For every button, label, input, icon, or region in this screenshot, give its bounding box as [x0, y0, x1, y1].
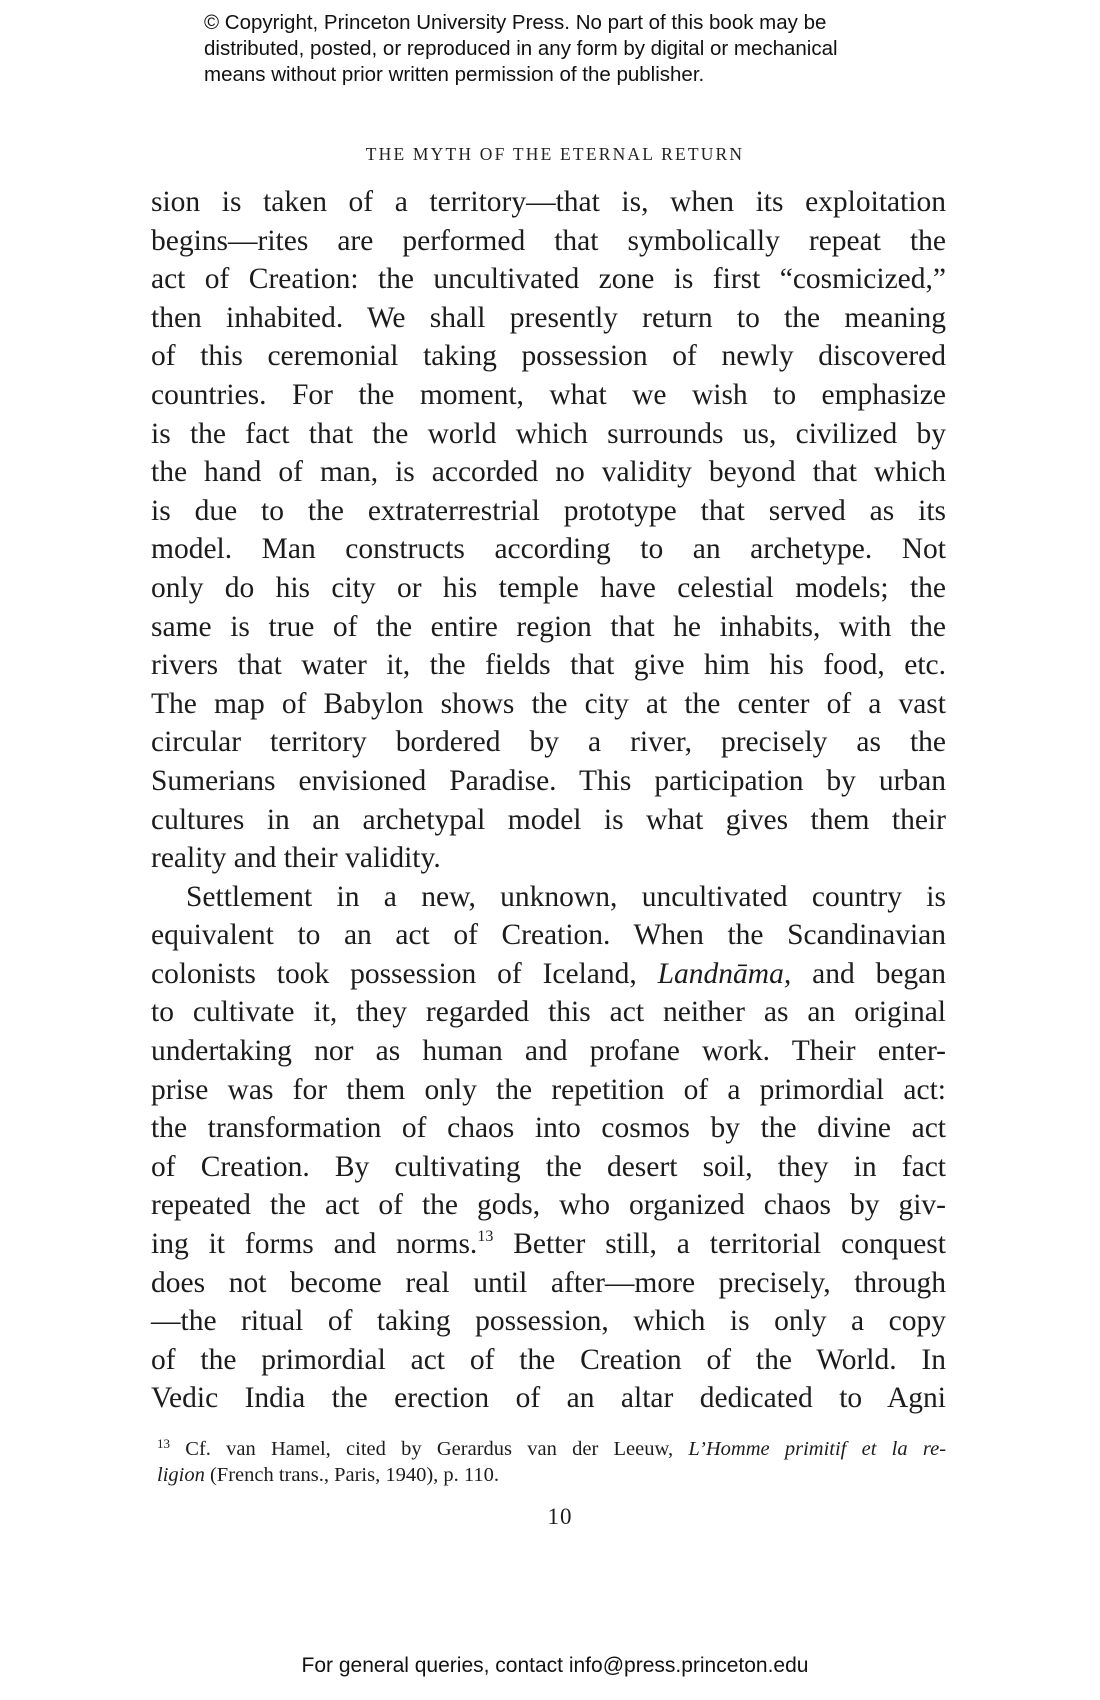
text-line: prise was for them only the repetition of a primordial act: [151, 1073, 946, 1106]
footnote-title: L’Homme primitif et la re- [688, 1438, 947, 1460]
text-line: —the ritual of taking possession, which is only a copy [151, 1305, 946, 1338]
text-line: the transformation of chaos into cosmos by the divine act [151, 1112, 946, 1145]
text-segment: Better still, a territorial conquest [513, 1228, 946, 1261]
footnote-reference: 13 [477, 1228, 494, 1246]
text-line: is the fact that the world which surrounds us, civilized by [151, 417, 946, 450]
text-line: undertaking nor as human and profane work. Their enter- [151, 1035, 946, 1068]
text-segment: colonists took possession of Iceland, [151, 957, 637, 990]
footnote-line [157, 1462, 946, 1488]
text-line: The map of Babylon shows the city at the center of a vast [151, 687, 946, 720]
footnote [157, 1436, 946, 1488]
footer-contact: For general queries, contact info@press.princeton.edu [301, 1654, 809, 1677]
footnote-title: ligion [157, 1464, 205, 1486]
text-line: Sumerians envisioned Paradise. This participation by urban [151, 764, 946, 797]
text-line: to cultivate it, they regarded this act neither as an original [151, 996, 946, 1029]
text-line: repeated the act of the gods, who organized chaos by giv- [151, 1189, 946, 1222]
text-line: rivers that water it, the fields that give him his food, etc. [151, 649, 946, 682]
text-line: begins—rites are performed that symbolically repeat the [151, 224, 946, 257]
footnote-marker: 13 [157, 1436, 170, 1451]
text-line: only do his city or his temple have celestial models; the [151, 571, 946, 604]
text-line: of the primordial act of the Creation of the World. In [151, 1343, 946, 1376]
text-line: reality and their validity. [151, 842, 441, 875]
text-line: model. Man constructs according to an archetype. Not [151, 533, 946, 566]
copyright-line: means without prior written permission of the publisher. [204, 63, 705, 86]
text-segment: ing it forms and norms. [151, 1228, 478, 1261]
text-line: circular territory bordered by a river, precisely as the [151, 726, 946, 759]
body-text [151, 183, 946, 1418]
text-line: the hand of man, is accorded no validity beyond that which [151, 456, 946, 489]
copyright-notice [204, 10, 924, 88]
text-segment: and began [812, 957, 947, 990]
italic-term: Landnāma, [657, 957, 792, 990]
text-line-with-italic [151, 955, 946, 994]
footnote-text: Cf. van Hamel, cited by Gerardus van der Leeuw, [185, 1438, 674, 1460]
text-line: cultures in an archetypal model is what gives them their [151, 803, 946, 836]
text-line: does not become real until after—more precisely, through [151, 1266, 946, 1299]
text-line: countries. For the moment, what we wish to emphasize [151, 378, 946, 411]
text-line-with-footnote-ref [151, 1225, 946, 1264]
text-line: of this ceremonial taking possession of newly discovered [151, 340, 946, 373]
footnote-text: (French trans., Paris, 1940), p. 110. [209, 1464, 500, 1486]
page-number: 10 [547, 1504, 573, 1529]
text-line: same is true of the entire region that he inhabits, with the [151, 610, 946, 643]
copyright-line: © Copyright, Princeton University Press. No part of this book may be [204, 11, 827, 34]
text-line: Settlement in a new, unknown, uncultivated country is [186, 880, 946, 913]
text-line: is due to the extraterrestrial prototype that served as its [151, 494, 946, 527]
text-line: of Creation. By cultivating the desert soil, they in fact [151, 1150, 946, 1183]
text-line: equivalent to an act of Creation. When the Scandinavian [151, 919, 946, 952]
text-line: act of Creation: the uncultivated zone is first “cosmicized,” [151, 263, 946, 296]
copyright-line: distributed, posted, or reproduced in any form by digital or mechanical [204, 37, 838, 60]
footnote-line [157, 1436, 946, 1462]
running-head: THE MYTH OF THE ETERNAL RETURN [365, 144, 745, 164]
text-line: then inhabited. We shall presently return to the meaning [151, 301, 946, 334]
text-line: Vedic India the erection of an altar dedicated to Agni [151, 1382, 946, 1415]
text-line: sion is taken of a territory—that is, when its exploitation [151, 186, 946, 218]
